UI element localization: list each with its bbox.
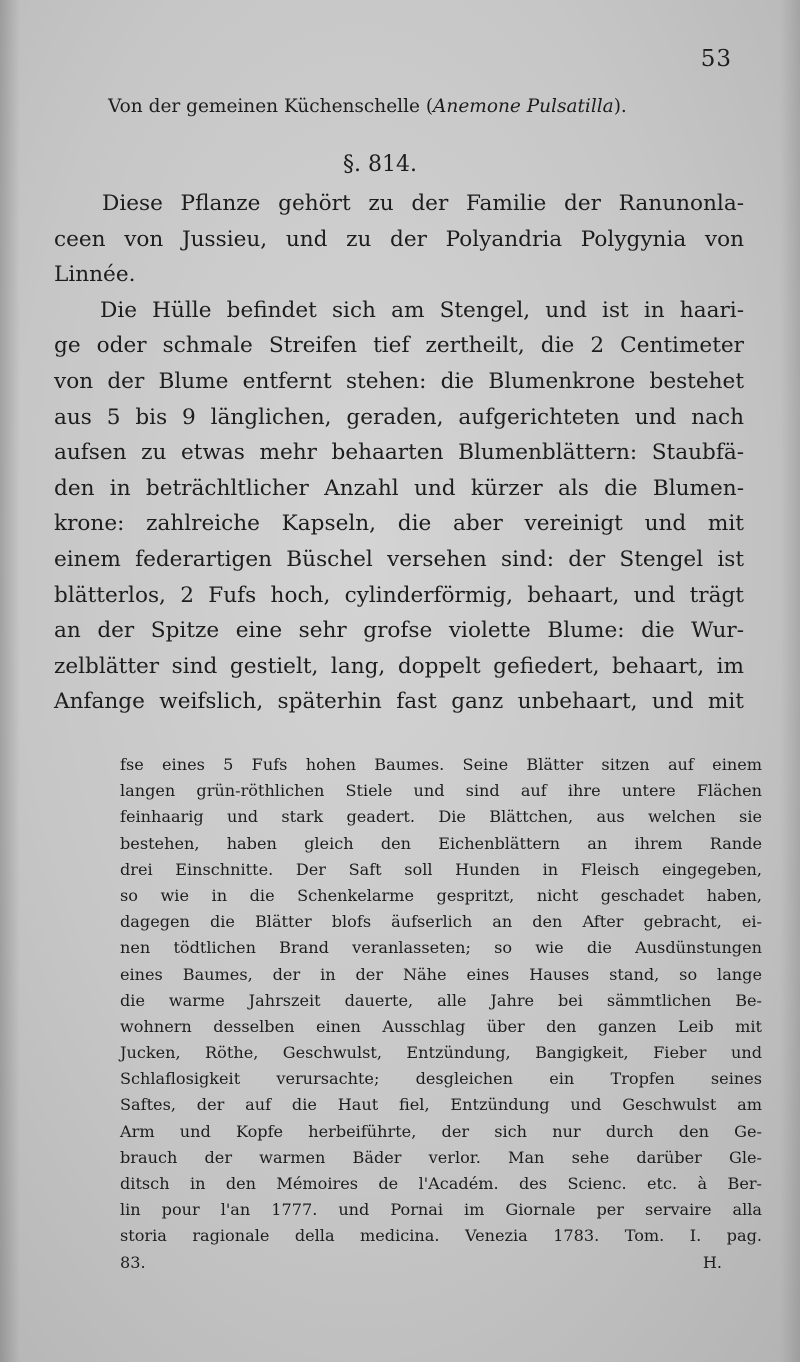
footnote-final-line [120,1250,762,1276]
footnote [120,752,762,1276]
main-line: einem federartigen Büschel versehen sind: der Stengel ist [54,546,744,572]
running-head-latin-name: Anemone Pulsatilla [433,96,614,117]
running-head-close: ). [613,96,627,117]
running-head [108,96,627,117]
footnote-line: brauch der warmen Bäder verlor. Man sehe darüber Gle- [120,1147,762,1167]
main-line: Linnée. [54,262,136,288]
main-line: Anfange weifslich, späterhin fast ganz unbehaart, und mit [54,689,744,715]
footnote-line: fse eines 5 Fufs hohen Baumes. Seine Blätter sitzen auf einem [120,755,762,774]
footnote-line: die warme Jahrszeit dauerte, alle Jahre bei sämmtlichen Be- [120,990,762,1010]
footnote-line: ditsch in den Mémoires de l'Académ. des Scienc. etc. à Ber- [120,1174,762,1193]
main-line: an der Spitze eine sehr grofse violette Blume: die Wur- [54,618,744,644]
main-line: Die Hülle befindet sich am Stengel, und ist in haari- [100,297,744,323]
page-edge-shadow-left [0,0,20,1362]
running-head-text: Von der gemeinen Küchenschelle ( [108,96,434,117]
footnote-line: bestehen, haben gleich den Eichenblättern an ihrem Rande [120,833,762,853]
footnote-signature: H. [702,1252,722,1272]
main-line: krone: zahlreiche Kapseln, die aber vereinigt und mit [54,511,744,537]
footnote-page-ref: 83. [120,1252,146,1272]
footnote-line: lin pour l'an 1777. und Pornai im Giornale per servaire alla [120,1200,762,1220]
main-line: den in beträchltlicher Anzahl und kürzer als die Blumen- [54,475,744,501]
main-line: ge oder schmale Streifen tief zertheilt, die 2 Centimeter [54,333,744,359]
main-line: ceen von Jussieu, und zu der Polyandria Polygynia von [54,226,744,252]
footnote-line: langen grün-röthlichen Stiele und sind auf ihre untere Flächen [120,781,762,801]
footnote-line: wohnern desselben einen Ausschlag über den ganzen Leib mit [120,1016,762,1036]
footnote-line: Schlaflosigkeit verursachte; desgleichen ein Tropfen seines [120,1069,762,1089]
footnote-line: feinhaarig und stark geadert. Die Blättchen, aus welchen sie [120,807,762,827]
footnote-line: Jucken, Röthe, Geschwulst, Entzündung, Bangigkeit, Fieber und [120,1043,762,1063]
main-line: aus 5 bis 9 länglichen, geraden, aufgerichteten und nach [54,404,744,430]
main-line: blätterlos, 2 Fufs hoch, cylinderförmig, behaart, und trägt [54,582,744,608]
main-text [54,186,744,720]
footnote-line: Saftes, der auf die Haut fiel, Entzündung und Geschwulst am [120,1095,762,1115]
page-edge-shadow-right [780,0,800,1362]
footnote-line: nen tödtlichen Brand veranlasseten; so wie die Ausdünstungen [120,938,762,958]
footnote-line: eines Baumes, der in der Nähe eines Hauses stand, so lange [120,964,762,984]
main-line: von der Blume entfernt stehen: die Blumenkrone bestehet [54,368,744,394]
footnote-line: storia ragionale della medicina. Venezia 1783. Tom. I. pag. [120,1226,762,1246]
main-line: zelblätter sind gestielt, lang, doppelt gefiedert, behaart, im [54,653,744,679]
main-line: aufsen zu etwas mehr behaarten Blumenblättern: Staubfä- [54,440,744,466]
main-line: Diese Pflanze gehört zu der Familie der Ranunonla- [102,191,744,216]
footnote-line: dagegen die Blätter blofs äufserlich an den After gebracht, ei- [120,912,762,932]
footnote-line: drei Einschnitte. Der Saft soll Hunden in Fleisch eingegeben, [120,859,762,879]
footnote-line: so wie in die Schenkelarme gespritzt, nicht geschadet haben, [120,885,762,905]
page-number: 53 [700,46,732,72]
footnote-line: Arm und Kopfe herbeiführte, der sich nur durch den Ge- [120,1121,762,1141]
section-heading: §. 814. [343,152,417,177]
